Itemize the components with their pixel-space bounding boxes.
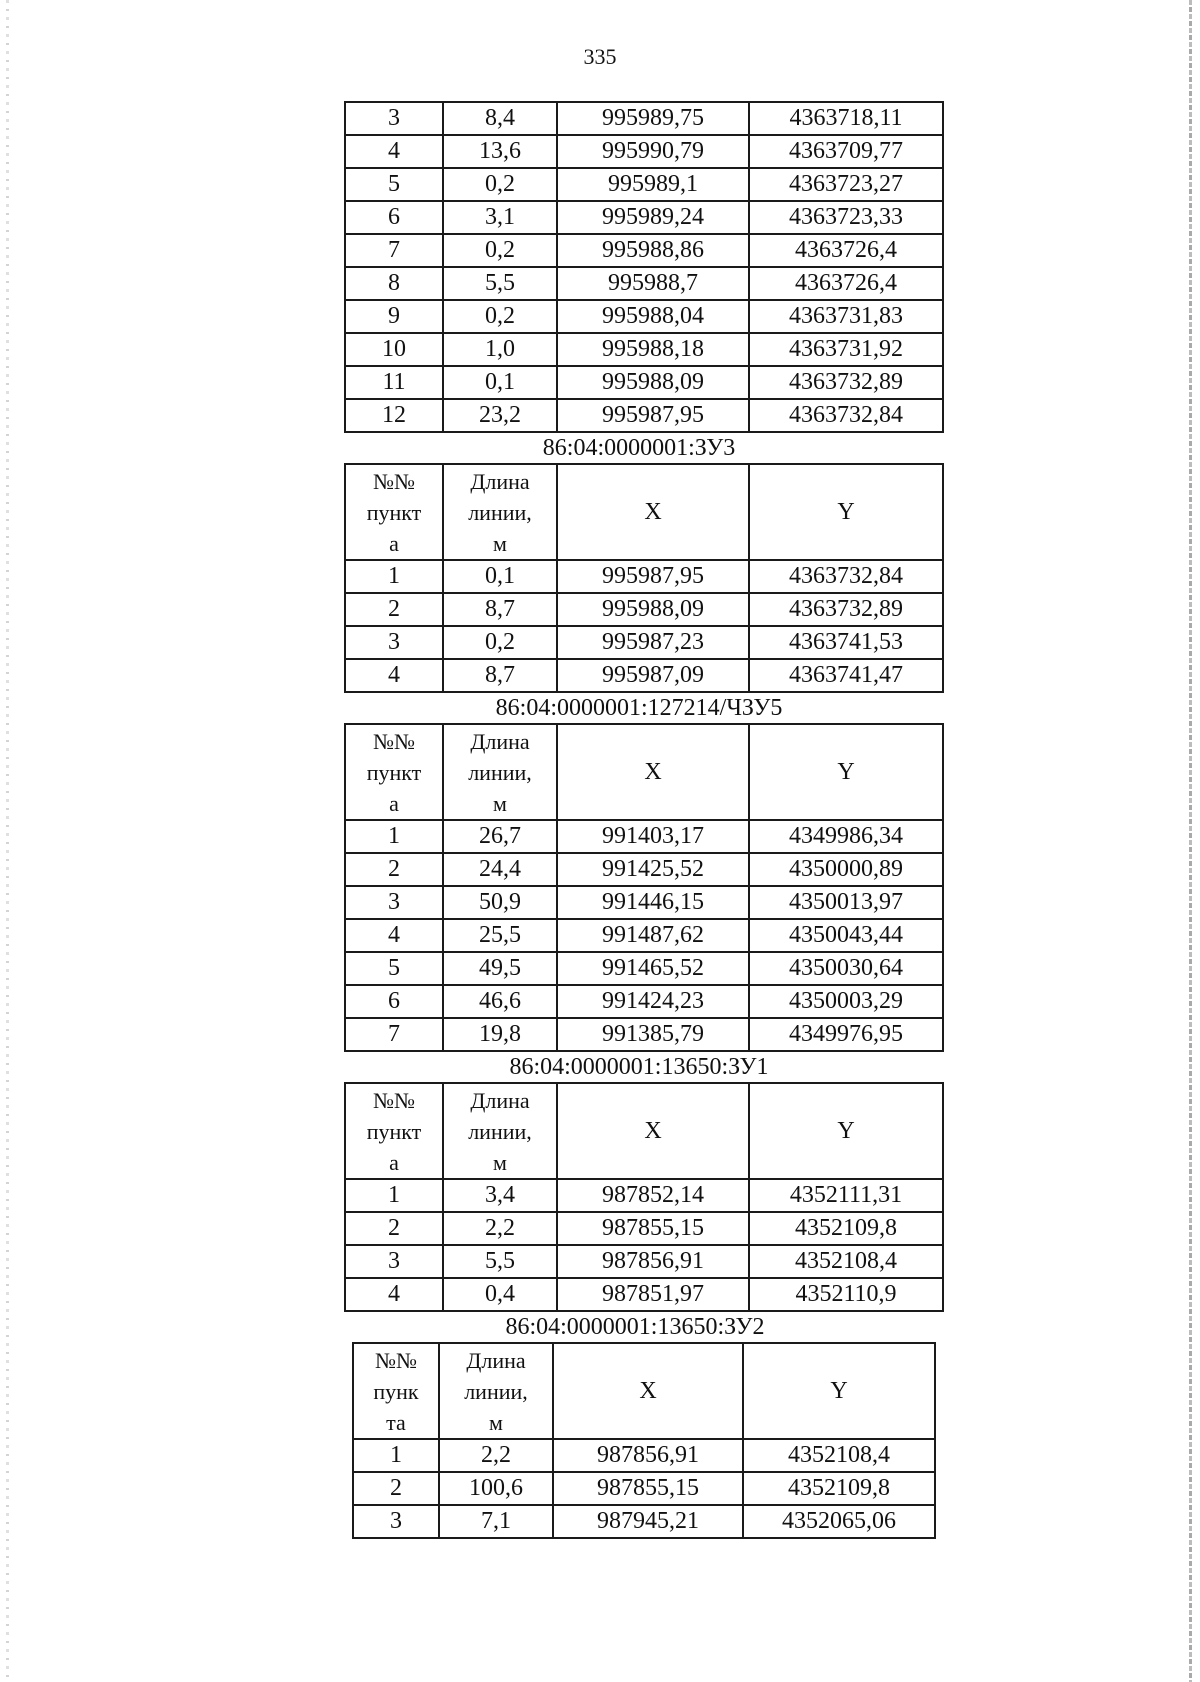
table-row	[353, 1505, 935, 1538]
x-coordinate-cell: 991465,52	[557, 952, 749, 985]
header-text: а	[389, 530, 399, 556]
line-length-cell: 46,6	[443, 985, 557, 1018]
scan-edge-right	[1189, 0, 1192, 1682]
section-table-body	[345, 560, 943, 692]
header-text: Длина	[466, 1347, 526, 1373]
line-length-cell: 5,5	[443, 1245, 557, 1278]
point-number-cell: 6	[345, 201, 443, 234]
x-coordinate-cell: 987851,97	[557, 1278, 749, 1311]
continued-table-body	[345, 102, 943, 432]
table-row	[345, 919, 943, 952]
table-row	[345, 659, 943, 692]
point-number-cell: 5	[345, 168, 443, 201]
section-title: 86:04:0000001:ЗУ3	[542, 435, 736, 461]
header-text: Длина	[470, 1087, 530, 1113]
y-coordinate-cell: 4352108,4	[743, 1439, 935, 1472]
table-row	[345, 1018, 943, 1051]
x-coordinate-cell: 995988,86	[557, 234, 749, 267]
x-coordinate-cell: 991424,23	[557, 985, 749, 1018]
point-number-cell: 3	[345, 1245, 443, 1278]
y-coordinate-cell: 4363732,89	[749, 593, 943, 626]
table-row	[345, 1179, 943, 1212]
header-text: №№	[375, 1347, 417, 1373]
y-coordinate-cell: 4350003,29	[749, 985, 943, 1018]
x-coordinate-cell: 991403,17	[557, 820, 749, 853]
table-row	[345, 1278, 943, 1311]
point-number-cell: 12	[345, 399, 443, 432]
x-coordinate-cell: 995988,04	[557, 300, 749, 333]
y-coordinate-cell: 4352111,31	[749, 1179, 943, 1212]
table-row	[345, 853, 943, 886]
y-coordinate-cell: 4350013,97	[749, 886, 943, 919]
table-row	[345, 1245, 943, 1278]
table-row	[353, 1439, 935, 1472]
table-row	[345, 234, 943, 267]
header-line-length	[443, 724, 557, 820]
scan-edge-left	[6, 0, 9, 1682]
header-text: пункт	[366, 1118, 422, 1144]
point-number-cell: 8	[345, 267, 443, 300]
line-length-cell: 8,7	[443, 659, 557, 692]
y-coordinate-cell: 4350030,64	[749, 952, 943, 985]
continued-coordinates-section	[344, 101, 942, 433]
y-coordinate-cell: 4352109,8	[743, 1472, 935, 1505]
y-coordinate-cell: 4363718,11	[749, 102, 943, 135]
line-length-cell: 13,6	[443, 135, 557, 168]
continued-coordinates-table	[344, 101, 944, 433]
table-row	[345, 560, 943, 593]
point-number-cell: 10	[345, 333, 443, 366]
header-text: линии,	[468, 759, 532, 785]
x-coordinate-cell: 995987,23	[557, 626, 749, 659]
line-length-cell: 25,5	[443, 919, 557, 952]
point-number-cell: 1	[345, 1179, 443, 1212]
y-coordinate-cell: 4352065,06	[743, 1505, 935, 1538]
point-number-cell: 1	[353, 1439, 439, 1472]
y-coordinate-cell: 4352110,9	[749, 1278, 943, 1311]
x-coordinate-cell: 987852,14	[557, 1179, 749, 1212]
header-y: Y	[749, 724, 943, 820]
y-coordinate-cell: 4349976,95	[749, 1018, 943, 1051]
point-number-cell: 1	[345, 560, 443, 593]
header-point-number	[353, 1343, 439, 1439]
table-row	[345, 135, 943, 168]
line-length-cell: 0,1	[443, 366, 557, 399]
x-coordinate-cell: 995988,7	[557, 267, 749, 300]
coordinates-table	[344, 463, 944, 693]
table-row	[353, 1472, 935, 1505]
table-header-row	[353, 1343, 935, 1439]
header-text: м	[493, 530, 507, 556]
header-text: Длина	[470, 468, 530, 494]
line-length-cell: 0,1	[443, 560, 557, 593]
point-number-cell: 4	[345, 1278, 443, 1311]
point-number-cell: 9	[345, 300, 443, 333]
x-coordinate-cell: 991487,62	[557, 919, 749, 952]
point-number-cell: 1	[345, 820, 443, 853]
table-row	[345, 102, 943, 135]
point-number-cell: 11	[345, 366, 443, 399]
line-length-cell: 5,5	[443, 267, 557, 300]
header-y: Y	[743, 1343, 935, 1439]
header-text: м	[493, 1149, 507, 1175]
x-coordinate-cell: 995989,24	[557, 201, 749, 234]
y-coordinate-cell: 4350000,89	[749, 853, 943, 886]
point-number-cell: 3	[345, 626, 443, 659]
point-number-cell: 7	[345, 1018, 443, 1051]
section-title: 86:04:0000001:13650:ЗУ1	[509, 1054, 769, 1080]
section-13650-zu1	[344, 1052, 942, 1312]
header-y: Y	[749, 1083, 943, 1179]
y-coordinate-cell: 4363723,27	[749, 168, 943, 201]
x-coordinate-cell: 987856,91	[553, 1439, 743, 1472]
y-coordinate-cell: 4352109,8	[749, 1212, 943, 1245]
x-coordinate-cell: 987855,15	[553, 1472, 743, 1505]
y-coordinate-cell: 4363723,33	[749, 201, 943, 234]
point-number-cell: 2	[345, 853, 443, 886]
header-text: линии,	[464, 1378, 528, 1404]
section-table-body	[345, 1179, 943, 1311]
y-coordinate-cell: 4363709,77	[749, 135, 943, 168]
header-x: X	[557, 1083, 749, 1179]
line-length-cell: 0,2	[443, 168, 557, 201]
x-coordinate-cell: 987856,91	[557, 1245, 749, 1278]
y-coordinate-cell: 4363741,53	[749, 626, 943, 659]
x-coordinate-cell: 995989,75	[557, 102, 749, 135]
line-length-cell: 8,4	[443, 102, 557, 135]
table-row	[345, 1212, 943, 1245]
x-coordinate-cell: 995988,18	[557, 333, 749, 366]
header-text: а	[389, 1149, 399, 1175]
y-coordinate-cell: 4363741,47	[749, 659, 943, 692]
table-row	[345, 626, 943, 659]
coordinates-table	[344, 1082, 944, 1312]
header-text: м	[489, 1409, 503, 1435]
point-number-cell: 3	[353, 1505, 439, 1538]
header-text: линии,	[468, 499, 532, 525]
coordinates-table	[344, 723, 944, 1052]
y-coordinate-cell: 4349986,34	[749, 820, 943, 853]
line-length-cell: 7,1	[439, 1505, 553, 1538]
table-row	[345, 300, 943, 333]
x-coordinate-cell: 991446,15	[557, 886, 749, 919]
point-number-cell: 2	[353, 1472, 439, 1505]
line-length-cell: 2,2	[439, 1439, 553, 1472]
line-length-cell: 100,6	[439, 1472, 553, 1505]
section-table-body	[353, 1439, 935, 1538]
header-text: Длина	[470, 728, 530, 754]
line-length-cell: 26,7	[443, 820, 557, 853]
x-coordinate-cell: 991385,79	[557, 1018, 749, 1051]
header-y: Y	[749, 464, 943, 560]
table-row	[345, 333, 943, 366]
header-x: X	[553, 1343, 743, 1439]
header-text: пункт	[366, 499, 422, 525]
header-text: №№	[373, 728, 415, 754]
line-length-cell: 23,2	[443, 399, 557, 432]
header-line-length	[443, 1083, 557, 1179]
section-title: 86:04:0000001:13650:ЗУ2	[505, 1314, 765, 1340]
table-row	[345, 886, 943, 919]
point-number-cell: 5	[345, 952, 443, 985]
x-coordinate-cell: 987945,21	[553, 1505, 743, 1538]
section-zu3	[344, 433, 942, 693]
point-number-cell: 2	[345, 593, 443, 626]
line-length-cell: 49,5	[443, 952, 557, 985]
document-content	[344, 101, 942, 1539]
table-row	[345, 985, 943, 1018]
table-row	[345, 366, 943, 399]
y-coordinate-cell: 4363726,4	[749, 267, 943, 300]
header-x: X	[557, 724, 749, 820]
point-number-cell: 2	[345, 1212, 443, 1245]
header-text: м	[493, 790, 507, 816]
header-text: пункт	[366, 759, 422, 785]
table-header-row	[345, 464, 943, 560]
point-number-cell: 3	[345, 886, 443, 919]
line-length-cell: 1,0	[443, 333, 557, 366]
table-row	[345, 399, 943, 432]
page-number: 335	[583, 44, 617, 69]
table-header-row	[345, 1083, 943, 1179]
section-13650-zu2	[352, 1312, 934, 1539]
line-length-cell: 0,2	[443, 234, 557, 267]
x-coordinate-cell: 995987,95	[557, 399, 749, 432]
line-length-cell: 19,8	[443, 1018, 557, 1051]
line-length-cell: 3,4	[443, 1179, 557, 1212]
header-text: линии,	[468, 1118, 532, 1144]
header-point-number	[345, 724, 443, 820]
point-number-cell: 4	[345, 135, 443, 168]
section-table-body	[345, 820, 943, 1051]
header-text: а	[389, 790, 399, 816]
header-text: №№	[373, 1087, 415, 1113]
x-coordinate-cell: 991425,52	[557, 853, 749, 886]
line-length-cell: 8,7	[443, 593, 557, 626]
y-coordinate-cell: 4363732,84	[749, 560, 943, 593]
x-coordinate-cell: 995988,09	[557, 593, 749, 626]
header-text: пунк	[373, 1378, 419, 1404]
table-row	[345, 168, 943, 201]
x-coordinate-cell: 995989,1	[557, 168, 749, 201]
line-length-cell: 0,4	[443, 1278, 557, 1311]
table-row	[345, 952, 943, 985]
table-row	[345, 820, 943, 853]
y-coordinate-cell: 4363726,4	[749, 234, 943, 267]
line-length-cell: 0,2	[443, 300, 557, 333]
x-coordinate-cell: 987855,15	[557, 1212, 749, 1245]
section-title: 86:04:0000001:127214/ЧЗУ5	[495, 695, 783, 721]
table-row	[345, 201, 943, 234]
table-row	[345, 593, 943, 626]
point-number-cell: 4	[345, 919, 443, 952]
x-coordinate-cell: 995990,79	[557, 135, 749, 168]
point-number-cell: 3	[345, 102, 443, 135]
header-line-length	[443, 464, 557, 560]
header-point-number	[345, 1083, 443, 1179]
y-coordinate-cell: 4350043,44	[749, 919, 943, 952]
header-line-length	[439, 1343, 553, 1439]
y-coordinate-cell: 4352108,4	[749, 1245, 943, 1278]
y-coordinate-cell: 4363732,89	[749, 366, 943, 399]
point-number-cell: 7	[345, 234, 443, 267]
x-coordinate-cell: 995987,09	[557, 659, 749, 692]
line-length-cell: 0,2	[443, 626, 557, 659]
header-text: №№	[373, 468, 415, 494]
table-row	[345, 267, 943, 300]
table-header-row	[345, 724, 943, 820]
point-number-cell: 6	[345, 985, 443, 1018]
line-length-cell: 24,4	[443, 853, 557, 886]
point-number-cell: 4	[345, 659, 443, 692]
coordinates-table	[352, 1342, 936, 1539]
y-coordinate-cell: 4363731,83	[749, 300, 943, 333]
section-chzu5	[344, 693, 942, 1052]
y-coordinate-cell: 4363731,92	[749, 333, 943, 366]
line-length-cell: 50,9	[443, 886, 557, 919]
header-point-number	[345, 464, 443, 560]
line-length-cell: 2,2	[443, 1212, 557, 1245]
header-text: та	[386, 1409, 406, 1435]
header-x: X	[557, 464, 749, 560]
x-coordinate-cell: 995988,09	[557, 366, 749, 399]
line-length-cell: 3,1	[443, 201, 557, 234]
x-coordinate-cell: 995987,95	[557, 560, 749, 593]
y-coordinate-cell: 4363732,84	[749, 399, 943, 432]
